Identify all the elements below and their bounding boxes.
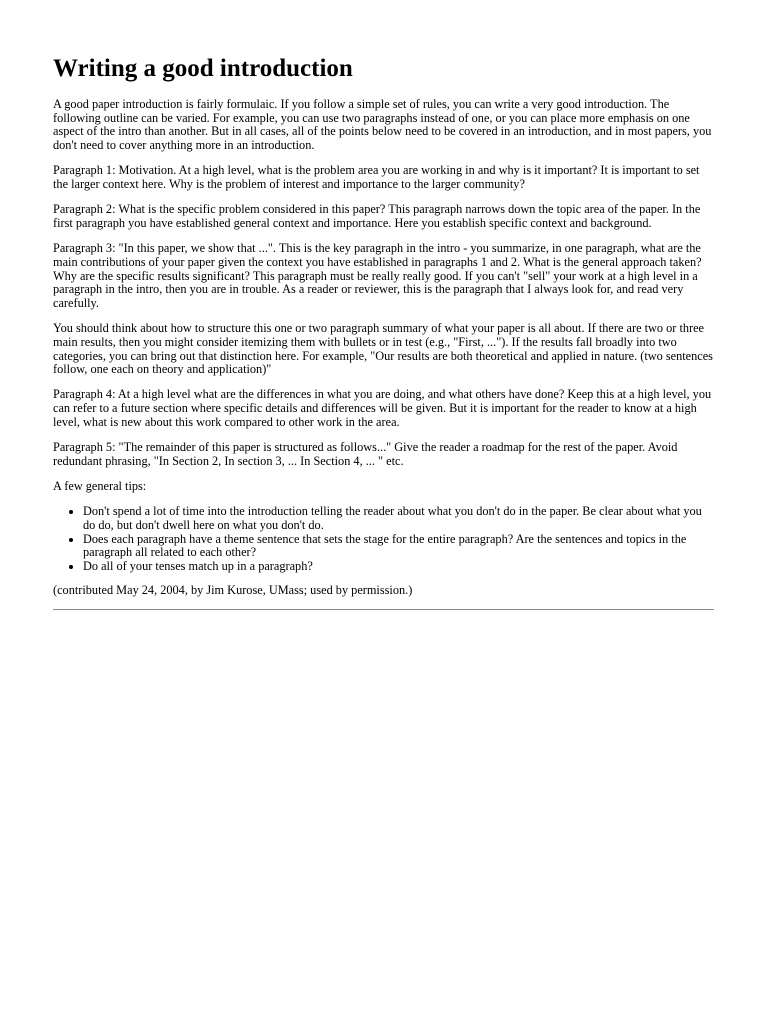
paragraph-roadmap: Paragraph 5: "The remainder of this paper is structured as follows..." Give the reader a roadmap for the rest of the paper. Avoid redundant phrasing, "In Section 2, In section 3, ... In Section 4, ... " etc. [53,440,678,468]
paragraph-related-work: Paragraph 4: At a high level what are the differences in what you are doing, and what others have done? Keep this at a high level, you can refer to a future section where specific details and differences will be given. But it is important for the reader to know at a high level, what is new about this work compared to other work in the area. [53,387,712,429]
intro-paragraph: A good paper introduction is fairly formulaic. If you follow a simple set of rules, you can write a very good introduction. The following outline can be varied. For example, you can use two paragraphs instead of one, or you can place more emphasis on one aspect of the intro than another. But in all cases, all of the points below need to be covered in an introduction, and in most papers, you don't need to cover anything more in an introduction. [53,97,712,153]
credit-line: (contributed May 24, 2004, by Jim Kurose, UMass; used by permission.) [53,582,413,597]
list-item: • Do all of your tenses match up in a paragraph? [83,560,714,574]
page-title: Writing a good introduction [53,55,353,82]
horizontal-rule [53,609,714,610]
tips-list [53,505,714,574]
list-item: • Don't spend a lot of time into the introduction telling the reader about what you don't do in the paper. Be clear about what you do do, but don't dwell here on what you don't do. [83,505,714,532]
paragraph-structure-summary: You should think about how to structure this one or two paragraph summary of what your paper is all about. If there are two or three main results, then you might consider itemizing them with bullets or in test (e.g., "First, ..."). If the results fall broadly into two categories, you can bring out that distinction here. For example, "Our results are both theoretical and applied in nature. (two sentences follow, one each on theory and application)" [53,321,713,377]
paragraph-specific-problem: Paragraph 2: What is the specific problem considered in this paper? This paragraph narrows down the topic area of the paper. In the first paragraph you have established general context and importance. Here you establish specific context and background. [53,202,701,230]
list-item: • Does each paragraph have a theme sentence that sets the stage for the entire paragraph? Are the sentences and topics in the paragraph all related to each other? [83,533,714,560]
tips-heading: A few general tips: [53,478,147,493]
paragraph-contributions: Paragraph 3: "In this paper, we show that ...". This is the key paragraph in the intro - you summarize, in one paragraph, what are the main contributions of your paper given the context you have established in paragraphs 1 and 2. What is the general approach taken? Why are the specific results significant? This paragraph must be really really good. If you can't "sell" your work at a high level in a paragraph in the intro, then you are in trouble. As a reader or reviewer, this is the paragraph that I always look for, and read very carefully. [53,241,702,310]
paragraph-motivation: Paragraph 1: Motivation. At a high level, what is the problem area you are working in and why is it important? It is important to set the larger context here. Why is the problem of interest and importance to the larger community? [53,163,700,192]
